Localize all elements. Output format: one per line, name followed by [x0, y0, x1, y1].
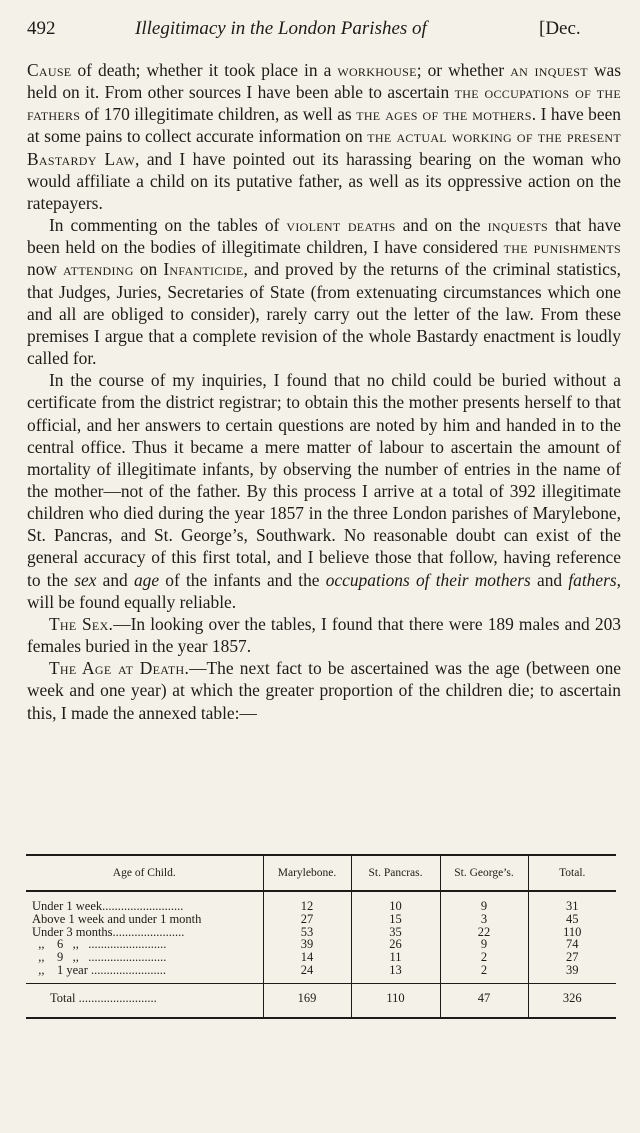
column-header: Total. — [528, 855, 616, 891]
text-run: of 170 illegitimate children, as well as — [80, 104, 357, 125]
text-run: was held on it. From other sources I have been able to ascertain — [27, 60, 621, 103]
text-run: and on the — [395, 215, 488, 236]
count-cell: 9 — [440, 891, 528, 913]
count-cell: 31 — [528, 891, 616, 913]
text-run: now — [27, 259, 64, 280]
paragraph — [27, 214, 621, 369]
text-run: attending — [63, 259, 134, 280]
total-cell: 47 — [440, 983, 528, 1017]
count-cell: 27 — [528, 951, 616, 964]
table-header-row — [26, 855, 616, 891]
column-header: St. Pancras. — [351, 855, 440, 891]
text-run: , and proved by the returns of the criminal statistics, that Judges, Juries, Secretaries of State (from extenuating circumstances which one and all are obliged to consider), rarely carry out the letter of the law. From these premises I argue that a complete revision of the whole Bastardy enactment is loudly called for. — [27, 259, 621, 369]
text-run: , and I have pointed out its harassing bearing on the woman who would affiliate a child on its putative father, as well as its oppressive action on the ratepayers. — [27, 148, 621, 213]
text-run: and — [530, 569, 569, 590]
paragraph — [27, 613, 621, 657]
text-run: workhouse — [337, 60, 417, 80]
paragraph — [27, 59, 621, 214]
text-run: of death; whether it took place in a — [71, 60, 338, 80]
text-run: violent deaths — [286, 215, 396, 236]
total-cell: 326 — [528, 983, 616, 1017]
running-month: [Dec. — [539, 18, 581, 39]
count-cell: 39 — [528, 964, 616, 983]
count-cell: 15 — [351, 913, 440, 926]
text-run: the occupations of the fathers — [27, 82, 621, 125]
text-run: , will be found equally reliable. — [27, 569, 621, 612]
page-number: 492 — [27, 18, 56, 39]
count-cell: 35 — [351, 926, 440, 939]
count-cell: 74 — [528, 938, 616, 951]
text-run: on — [133, 259, 164, 280]
text-run: Infanticide — [163, 259, 244, 280]
text-run: Cause — [27, 60, 72, 80]
paragraph — [27, 369, 621, 613]
age-at-death-table — [26, 854, 616, 1019]
count-cell: 110 — [528, 926, 616, 939]
running-header — [27, 18, 617, 48]
count-cell: 2 — [440, 964, 528, 983]
text-run: the actual working of the present Bastardy Law — [27, 126, 621, 169]
table-row — [26, 891, 616, 913]
table-total-row — [26, 983, 616, 1017]
count-cell: 22 — [440, 926, 528, 939]
count-cell: 13 — [351, 964, 440, 983]
count-cell: 24 — [263, 964, 351, 983]
total-cell: 169 — [263, 983, 351, 1017]
count-cell: 2 — [440, 951, 528, 964]
column-header: Age of Child. — [26, 855, 263, 891]
count-cell: 10 — [351, 891, 440, 913]
age-cell: Under 1 week.......................... — [32, 899, 184, 913]
text-run: of the infants and the — [159, 569, 326, 590]
total-label: Total ......................... — [26, 983, 263, 1017]
count-cell: 9 — [440, 938, 528, 951]
text-run: The Age at Death. — [49, 658, 190, 679]
age-cell: ,, 1 year ........................ — [32, 962, 167, 977]
text-run: inquests — [487, 215, 548, 236]
running-title: Illegitimacy in the London Parishes of — [135, 18, 427, 39]
text-run: . I have been at some pains to collect accurate information on — [27, 104, 622, 147]
count-cell: 3 — [440, 913, 528, 926]
age-cell: Under 3 months....................... — [32, 924, 185, 939]
total-cell: 110 — [351, 983, 440, 1017]
text-run: the ages of the mothers — [356, 104, 532, 125]
paragraph — [27, 657, 621, 723]
body-text — [27, 59, 621, 724]
text-run: The Sex. — [49, 613, 114, 634]
text-run: an inquest — [510, 60, 588, 80]
age-cell: ,, 9 ,, ......................... — [32, 950, 167, 965]
text-run: ; or whether — [416, 60, 511, 80]
table-row — [26, 913, 616, 926]
count-cell: 39 — [263, 938, 351, 951]
table-row — [26, 964, 616, 983]
age-cell: Above 1 week and under 1 month — [32, 911, 202, 926]
text-run: fathers — [568, 569, 617, 590]
text-run: —The next fact to be ascertained was the age (between one week and one year) at which the greater proportion of the children die; to ascertain this, I made the annexed table:— — [27, 658, 621, 723]
count-cell: 27 — [263, 913, 351, 926]
column-header: St. George’s. — [440, 855, 528, 891]
count-cell: 26 — [351, 938, 440, 951]
count-cell: 14 — [263, 951, 351, 964]
text-run: and — [96, 569, 134, 590]
text-run: the punishments — [503, 237, 621, 258]
count-cell: 53 — [263, 926, 351, 939]
count-cell: 12 — [263, 891, 351, 913]
count-cell: 45 — [528, 913, 616, 926]
text-run: age — [133, 569, 160, 590]
age-cell: ,, 6 ,, ......................... — [32, 937, 167, 952]
text-run: —In looking over the tables, I found that there were 189 males and 203 females buried in the year 1857. — [27, 613, 621, 657]
text-run: In commenting on the tables of — [49, 215, 287, 236]
text-run: that have been held on the bodies of illegitimate children, I have considered — [27, 215, 621, 258]
text-run: sex — [74, 569, 97, 590]
text-run: occupations of their mothers — [325, 569, 531, 590]
text-run: In the course of my inquiries, I found that no child could be buried without a certificate from the district registrar; to obtain this the mother presents herself to that official, and her answers to certain questions are noted by him and handed in to the central office. Thus it became a mere matter of labour to ascertain the amount of mortality of illegitimate infants, by observing the number of entries in the name of the mother—not of the father. By this process I arrive at a total of 392 illegitimate children who died during the year 1857 in the three London parishes of Marylebone, St. Pancras, and St. George’s, Southwark. No reasonable doubt can exist of the general accuracy of this first total, and I believe those that follow, having reference to the — [27, 370, 621, 590]
column-header: Marylebone. — [263, 855, 351, 891]
count-cell: 11 — [351, 951, 440, 964]
